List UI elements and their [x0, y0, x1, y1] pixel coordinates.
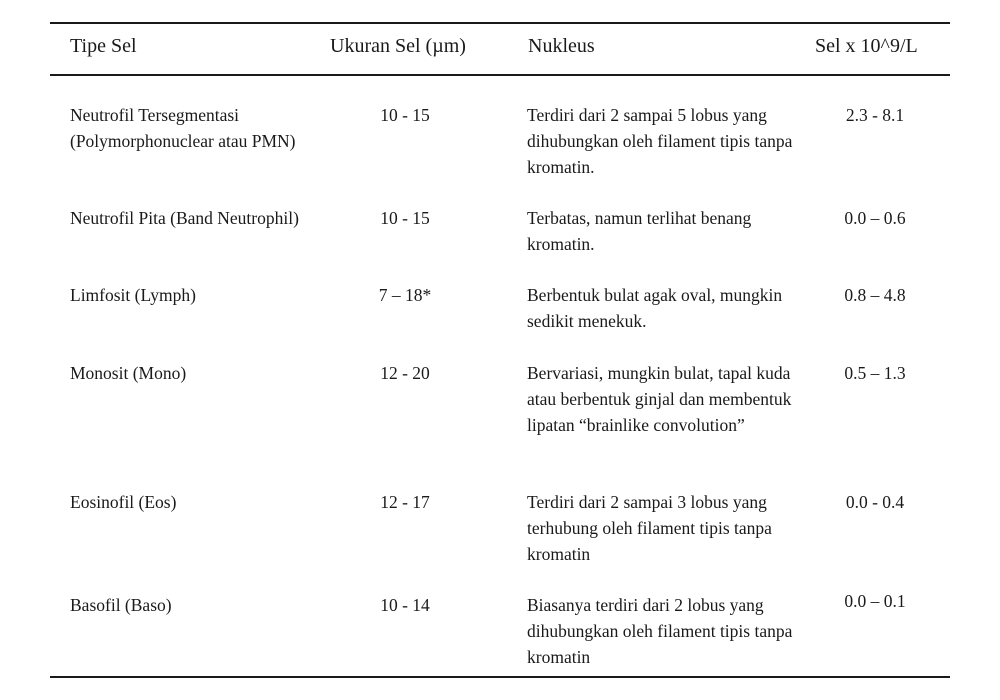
row-5-size: 12 - 17	[380, 492, 430, 512]
row-4-type: Monosit (Mono)	[70, 363, 187, 383]
table-top-rule	[50, 22, 950, 24]
row-1-nucleus: Terdiri dari 2 sampai 5 lobus yang dihubungkan oleh filament tipis tanpa kromatin.	[527, 105, 793, 177]
header-cell-count: Sel x 10^9/L	[815, 35, 918, 57]
row-3-nucleus: Berbentuk bulat agak oval, mungkin sedikit menekuk.	[527, 285, 783, 331]
row-6-count: 0.0 – 0.1	[844, 591, 906, 611]
header-cell-nucleus: Nukleus	[528, 35, 595, 57]
table-bottom-rule	[50, 676, 950, 678]
header-cell-type: Tipe Sel	[70, 35, 137, 57]
header-cell-size: Ukuran Sel (µm)	[330, 35, 466, 57]
row-5-count: 0.0 - 0.4	[845, 492, 905, 512]
row-2-type: Neutrofil Pita (Band Neutrophil)	[70, 208, 299, 228]
row-5-type: Eosinofil (Eos)	[70, 492, 177, 512]
row-5-nucleus: Terdiri dari 2 sampai 3 lobus yang terhubung oleh filament tipis tanpa kromatin	[527, 492, 772, 564]
row-2-size: 10 - 15	[380, 208, 430, 228]
row-4-size: 12 - 20	[380, 363, 430, 383]
row-2-nucleus: Terbatas, namun terlihat benang kromatin.	[527, 208, 752, 254]
table-header-rule	[50, 74, 950, 76]
row-3-type: Limfosit (Lymph)	[70, 285, 196, 305]
row-1-size: 10 - 15	[380, 105, 430, 125]
row-6-type: Basofil (Baso)	[70, 595, 172, 615]
row-2-count: 0.0 – 0.6	[844, 208, 906, 228]
row-3-count: 0.8 – 4.8	[844, 285, 906, 305]
row-1-type: Neutrofil Tersegmentasi (Polymorphonuclear atau PMN)	[70, 105, 296, 151]
row-6-nucleus: Biasanya terdiri dari 2 lobus yang dihubungkan oleh filament tipis tanpa kromatin	[527, 595, 793, 667]
row-4-nucleus: Bervariasi, mungkin bulat, tapal kuda atau berbentuk ginjal dan membentuk lipatan “brainlike convolution”	[527, 363, 792, 435]
row-4-count: 0.5 – 1.3	[844, 363, 906, 383]
row-3-size: 7 – 18*	[378, 285, 432, 305]
row-6-size: 10 - 14	[380, 595, 430, 615]
row-1-count: 2.3 - 8.1	[845, 105, 905, 125]
